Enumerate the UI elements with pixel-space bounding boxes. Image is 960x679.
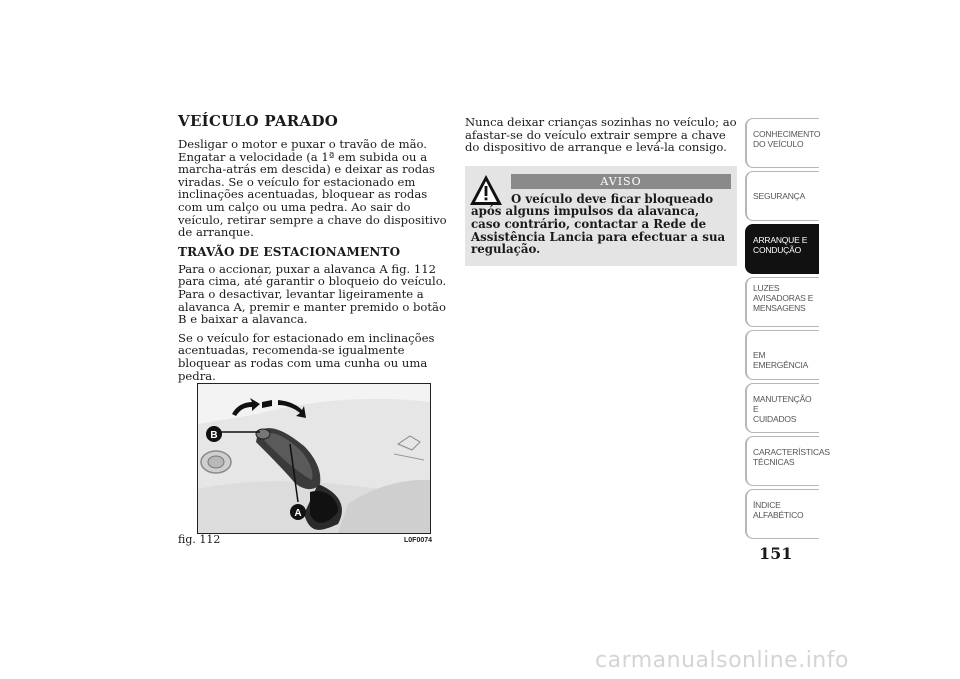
figure-caption: fig. 112 — [178, 533, 221, 546]
watermark: carmanualsonline.info — [595, 648, 849, 673]
tab-label: ALFABÉTICO — [753, 510, 804, 520]
warning-text: O veículo deve ficar bloqueado após alguns impulsos da alavanca, caso contrário, contactar a Rede de Assistência Lancia para efectuar a sua regulação. — [471, 191, 726, 257]
tab-manutencao[interactable] — [745, 383, 819, 433]
warning-heading: AVISO — [511, 174, 731, 189]
warning-box — [465, 166, 737, 266]
handbrake-figure — [197, 383, 431, 534]
tab-label: TÉCNICAS — [753, 457, 795, 467]
paragraph-inclines: Se o veículo for estacionado em inclinações acentuadas, recomenda-se igualmente bloquear as rodas com uma cunha ou uma pedra. — [178, 330, 435, 383]
tab-label: EM EMERGÊNCIA — [753, 350, 809, 370]
figure-label-b: B — [210, 430, 218, 441]
figure-code: L0F0074 — [404, 537, 433, 544]
tab-label: ARRANQUE E — [753, 235, 808, 245]
section-title: VEÍCULO PARADO — [178, 112, 339, 130]
chapter-tabs — [745, 118, 830, 542]
paragraph-handbrake: Para o accionar, puxar a alavanca A fig. 112 para cima, até garantir o bloqueio do veículo. Para o desactivar, levantar ligeiramente a alavanca A, premir e manter premido o botão B e baixar a alavanca. — [178, 261, 447, 327]
tab-label: MANUTENÇÃO E — [753, 394, 812, 414]
tab-seguranca[interactable] — [745, 171, 819, 221]
tab-caracteristicas[interactable] — [745, 436, 830, 486]
section-subtitle: TRAVÃO DE ESTACIONAMENTO — [178, 244, 401, 259]
tab-label: SEGURANÇA — [753, 191, 806, 201]
right-column — [465, 116, 737, 266]
tab-label: AVISADORAS E — [753, 293, 814, 303]
tab-emergencia[interactable] — [745, 330, 819, 380]
tab-label: CARACTERÍSTICAS — [753, 447, 830, 457]
tab-luzes[interactable] — [745, 277, 819, 327]
tab-label: CONDUÇÃO — [753, 245, 801, 255]
left-column — [178, 112, 450, 388]
tab-label: ÍNDICE — [753, 500, 781, 510]
tab-arranque[interactable] — [745, 224, 819, 274]
tab-conhecimento[interactable] — [745, 118, 819, 168]
tab-label: CUIDADOS — [753, 414, 797, 424]
tab-label: MENSAGENS — [753, 303, 806, 313]
tab-label: CONHECIMENTO — [753, 129, 821, 139]
tab-indice[interactable] — [745, 489, 819, 539]
paragraph-children: Nunca deixar crianças sozinhas no veículo; ao afastar-se do veículo extrair sempre a chave do dispositivo de arranque e levá-la consigo. — [465, 115, 737, 155]
tab-label: DO VEÍCULO — [753, 139, 804, 149]
paragraph-parked: Desligar o motor e puxar o travão de mão. Engatar a velocidade (a 1ª em subida ou a marcha-atrás em descida) e deixar as rodas viradas. Se o veículo for estacionado em inclinações acentuadas, bloquear as rodas com um calço ou uma pedra. Ao sair do veículo, retirar sempre a chave do dispositivo de arranque. — [178, 137, 447, 240]
warning-triangle-icon — [469, 174, 503, 206]
tab-label: LUZES — [753, 283, 780, 293]
handbrake-illustration — [198, 384, 430, 533]
figure-label-a: A — [294, 508, 302, 519]
page-number: 151 — [759, 544, 793, 563]
